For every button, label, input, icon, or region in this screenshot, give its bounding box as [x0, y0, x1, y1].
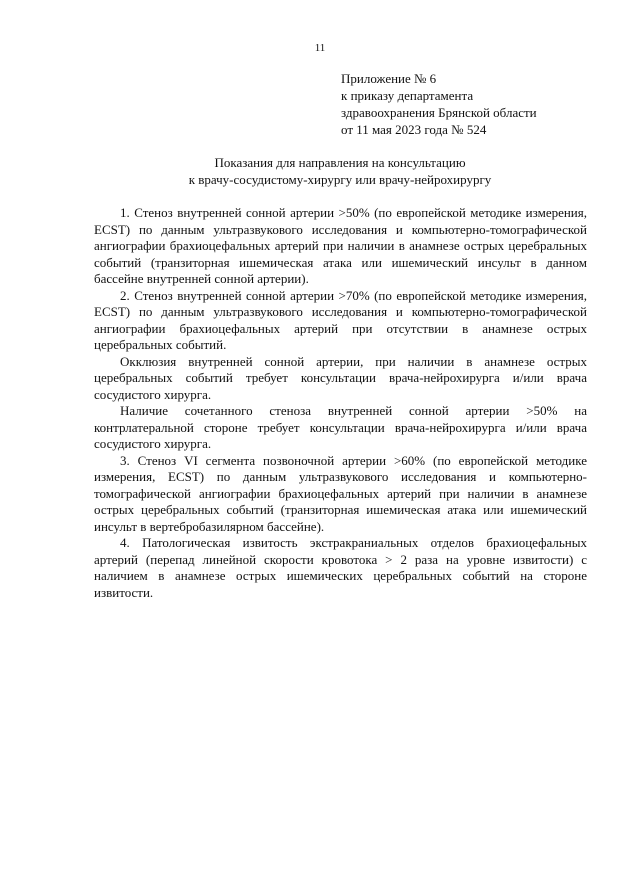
document-body — [94, 205, 587, 601]
document-title — [100, 154, 580, 188]
appendix-line-1: Приложение № 6 — [341, 71, 437, 86]
paragraph-6: 4. Патологическая извитость экстракраниальных отделов брахиоцефальных артерий (перепад линейной скорости кровотока > 2 раза на уровне извитости) с наличием в анамнезе острых ишемических церебральных событий на стороне извитости. — [94, 535, 587, 600]
paragraph-5: 3. Стеноз VI сегмента позвоночной артерии >60% (по европейской методике измерения, ECST) по данным ультразвукового исследования и компьютерно-томографической ангиографии брахиоцефальных артерий при наличии в анамнезе острых церебральных событий (транзиторная ишемическая атака или ишемический инсульт в вертебробазилярном бассейне). — [94, 452, 587, 534]
appendix-line-2: к приказу департамента — [341, 88, 474, 103]
paragraph-3: Окклюзия внутренней сонной артерии, при наличии в анамнезе острых церебральных событий требует консультации врача-нейрохирурга и/или врача сосудистого хирурга. — [94, 353, 587, 402]
title-line-2: к врачу-сосудистому-хирургу или врачу-нейрохирургу — [188, 172, 492, 187]
appendix-line-3: здравоохранения Брянской области — [341, 105, 537, 120]
paragraph-4: Наличие сочетанного стеноза внутренней сонной артерии >50% на контрлатеральной стороне требует консультации врача-нейрохирурга и/или врача сосудистого хирурга. — [94, 403, 587, 451]
appendix-line-4: от 11 мая 2023 года № 524 — [341, 122, 487, 137]
title-line-1: Показания для направления на консультацию — [214, 155, 466, 170]
paragraph-2: 2. Стеноз внутренней сонной артерии >70% (по европейской методике измерения, ECST) по данным ультразвукового исследования и компьютерно-томографической ангиографии брахиоцефальных артерий при отсутствии в анамнезе острых церебральных событий. — [94, 287, 587, 352]
paragraph-1: 1. Стеноз внутренней сонной артерии >50% (по европейской методике измерения, ECST) по данным ультразвукового исследования и компьютерно-томографической ангиографии брахиоцефальных артерий при наличии в анамнезе острых церебральных событий (транзиторная ишемическая атака или ишемический инсульт в данном бассейне внутренней сонной артерии). — [94, 205, 587, 286]
page-number: 11 — [314, 42, 326, 54]
appendix-header — [341, 70, 601, 138]
